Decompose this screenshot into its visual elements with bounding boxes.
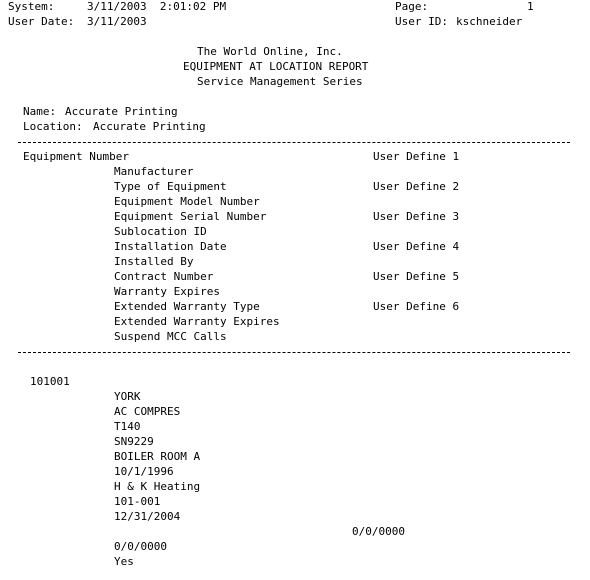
record-warranty-expires: 12/31/2004 [114,510,181,523]
column-contract-number: Contract Number [114,270,214,283]
record-suspend-mcc-calls: Yes [114,555,134,568]
column-manufacturer: Manufacturer [114,165,194,178]
record-equipment-number: 101001 [30,375,70,388]
column-user-define-4: User Define 4 [373,240,460,253]
record-extended-warranty-expires: 0/0/0000 [114,540,167,553]
column-type-of-equipment: Type of Equipment [114,180,227,193]
separator-rule-top [18,142,570,143]
column-installed-by: Installed By [114,255,194,268]
user-id-value: kschneider [456,15,523,28]
column-sublocation-id: Sublocation ID [114,225,207,238]
report-title: EQUIPMENT AT LOCATION REPORT [183,60,369,73]
record-contract-number: 101-001 [114,495,161,508]
record-installation-date: 10/1/1996 [114,465,174,478]
column-equipment-number: Equipment Number [23,150,129,163]
location-label: Location: [23,120,83,133]
column-user-define-3: User Define 3 [373,210,460,223]
record-manufacturer: YORK [114,390,141,403]
record-sublocation-id: BOILER ROOM A [114,450,201,463]
record-equipment-model-number: T140 [114,420,141,433]
column-equipment-serial-number: Equipment Serial Number [114,210,267,223]
column-user-define-6: User Define 6 [373,300,460,313]
report-subtitle: Service Management Series [197,75,363,88]
column-installation-date: Installation Date [114,240,227,253]
location-value: Accurate Printing [93,120,206,133]
record-equipment-serial-number: SN9229 [114,435,154,448]
column-suspend-mcc-calls: Suspend MCC Calls [114,330,227,343]
column-user-define-2: User Define 2 [373,180,460,193]
record-type-of-equipment: AC COMPRES [114,405,181,418]
column-warranty-expires: Warranty Expires [114,285,220,298]
column-user-define-1: User Define 1 [373,150,460,163]
name-label: Name: [23,105,57,118]
column-extended-warranty-expires: Extended Warranty Expires [114,315,280,328]
system-label: System: [8,0,55,13]
record-user-define-value: 0/0/0000 [352,525,405,538]
record-installed-by: H & K Heating [114,480,201,493]
page-label: Page: [395,0,429,13]
page-number: 1 [527,0,534,13]
name-value: Accurate Printing [65,105,178,118]
user-date-label: User Date: [8,15,75,28]
separator-rule-bottom [18,352,570,353]
system-datetime: 3/11/2003 2:01:02 PM [87,0,227,13]
company-name: The World Online, Inc. [197,45,343,58]
column-extended-warranty-type: Extended Warranty Type [114,300,260,313]
column-equipment-model-number: Equipment Model Number [114,195,260,208]
user-date-value: 3/11/2003 [87,15,147,28]
column-user-define-5: User Define 5 [373,270,460,283]
user-id-label: User ID: [395,15,448,28]
